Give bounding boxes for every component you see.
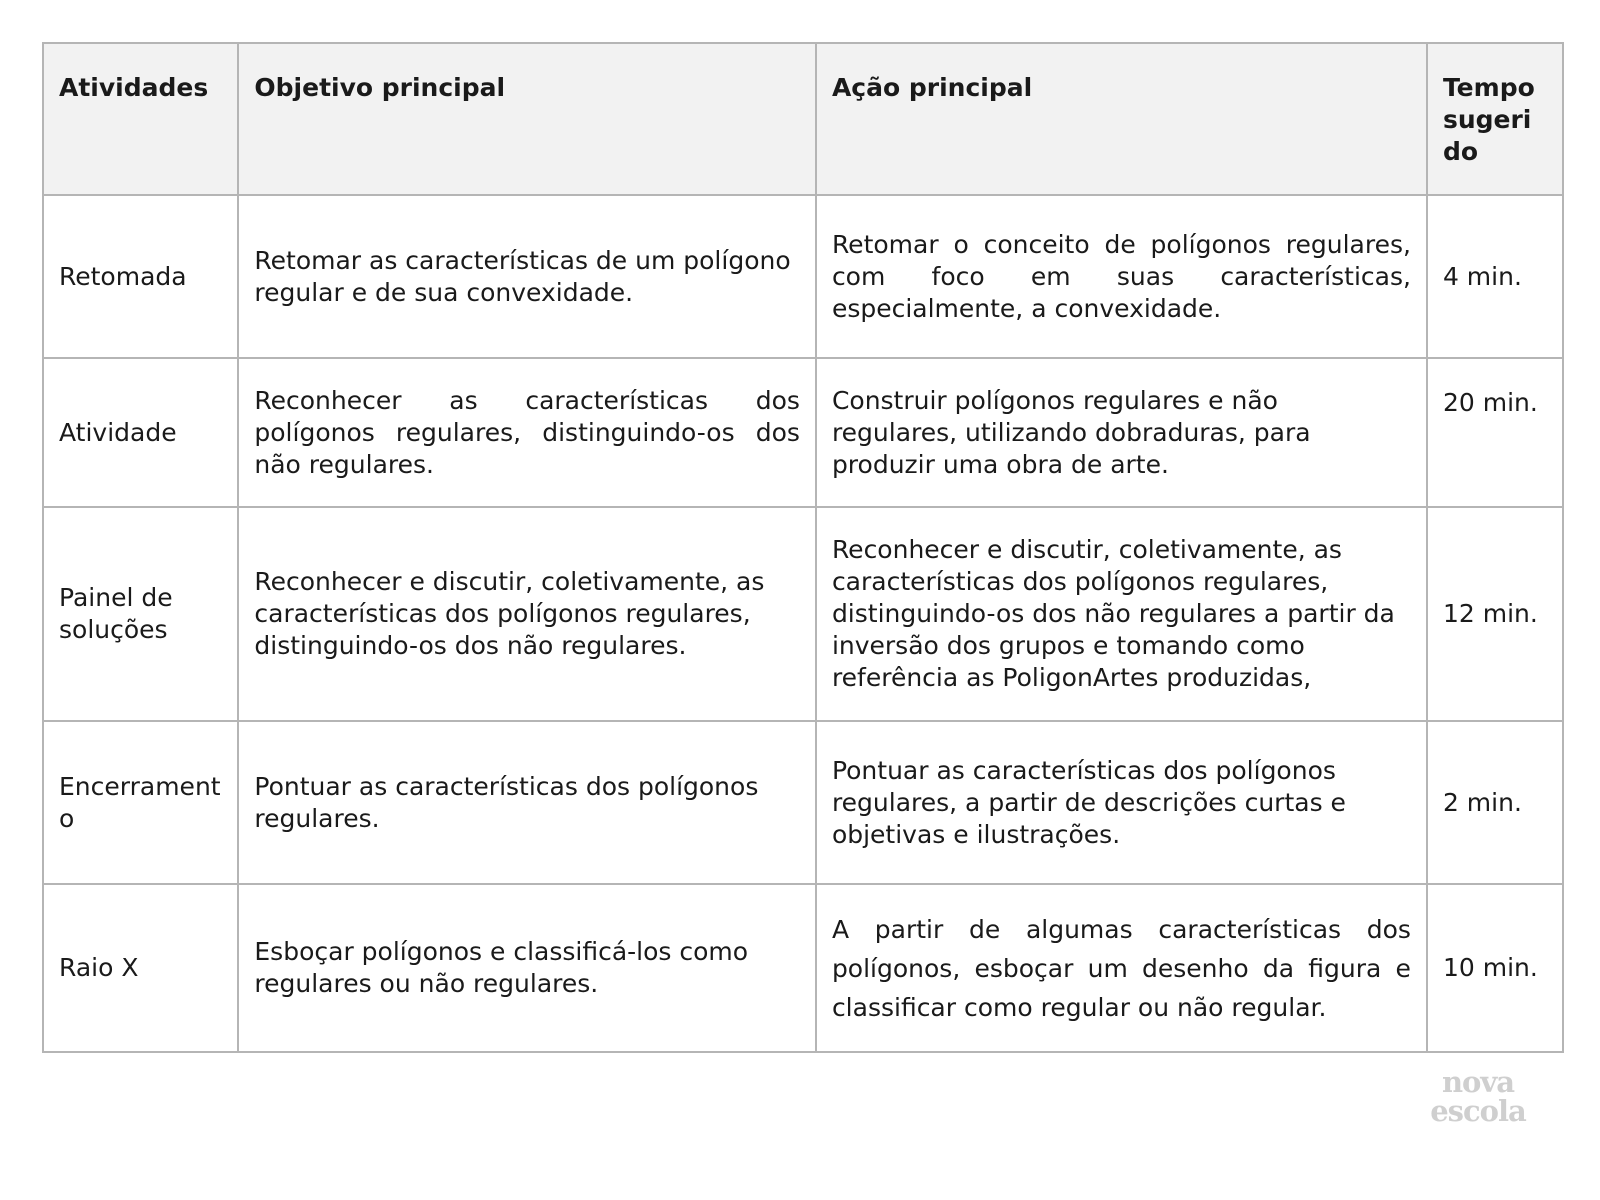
cell-atividade: Retomada xyxy=(43,195,238,358)
header-tempo-sugerido: Tempo sugerido xyxy=(1427,43,1563,195)
cell-atividade: Raio X xyxy=(43,884,238,1052)
cell-atividade: Encerramento xyxy=(43,721,238,884)
header-objetivo-principal: Objetivo principal xyxy=(238,43,816,195)
cell-acao: Pontuar as características dos polígonos regulares, a partir de descrições curtas e objetivas e ilustrações. xyxy=(816,721,1427,884)
table-row xyxy=(43,195,1563,358)
cell-objetivo: Pontuar as características dos polígonos regulares. xyxy=(238,721,816,884)
nova-escola-logo xyxy=(1418,1065,1538,1132)
lesson-plan-table xyxy=(42,42,1564,1053)
table-row xyxy=(43,721,1563,884)
table-body xyxy=(43,195,1563,1052)
cell-tempo: 20 min. xyxy=(1427,358,1563,507)
cell-atividade: Painel de soluções xyxy=(43,507,238,721)
cell-tempo: 10 min. xyxy=(1427,884,1563,1052)
table-row xyxy=(43,507,1563,721)
table-row xyxy=(43,884,1563,1052)
cell-acao: Construir polígonos regulares e não regulares, utilizando dobraduras, para produzir uma obra de arte. xyxy=(816,358,1427,507)
cell-tempo: 12 min. xyxy=(1427,507,1563,721)
cell-atividade: Atividade xyxy=(43,358,238,507)
cell-objetivo: Esboçar polígonos e classificá-los como regulares ou não regulares. xyxy=(238,884,816,1052)
logo-line-nova: nova xyxy=(1441,1065,1515,1099)
cell-objetivo: Reconhecer e discutir, coletivamente, as características dos polígonos regulares, distinguindo-os dos não regulares. xyxy=(238,507,816,721)
cell-acao: Retomar o conceito de polígonos regulares, com foco em suas características, especialmente, a convexidade. xyxy=(816,195,1427,358)
table-header xyxy=(43,43,1563,195)
cell-acao: Reconhecer e discutir, coletivamente, as características dos polígonos regulares, distinguindo-os dos não regulares a partir da inversão dos grupos e tomando como referência as PoligonArtes produzidas, xyxy=(816,507,1427,721)
cell-tempo: 4 min. xyxy=(1427,195,1563,358)
header-acao-principal: Ação principal xyxy=(816,43,1427,195)
table-row xyxy=(43,358,1563,507)
cell-acao: A partir de algumas características dos polígonos, esboçar um desenho da figura e classificar como regular ou não regular. xyxy=(816,884,1427,1052)
header-atividades: Atividades xyxy=(43,43,238,195)
cell-objetivo: Reconhecer as características dos polígonos regulares, distinguindo-os dos não regulares. xyxy=(238,358,816,507)
header-row xyxy=(43,43,1563,195)
logo-line-escola: escola xyxy=(1430,1094,1526,1128)
cell-objetivo: Retomar as características de um polígono regular e de sua convexidade. xyxy=(238,195,816,358)
cell-tempo: 2 min. xyxy=(1427,721,1563,884)
